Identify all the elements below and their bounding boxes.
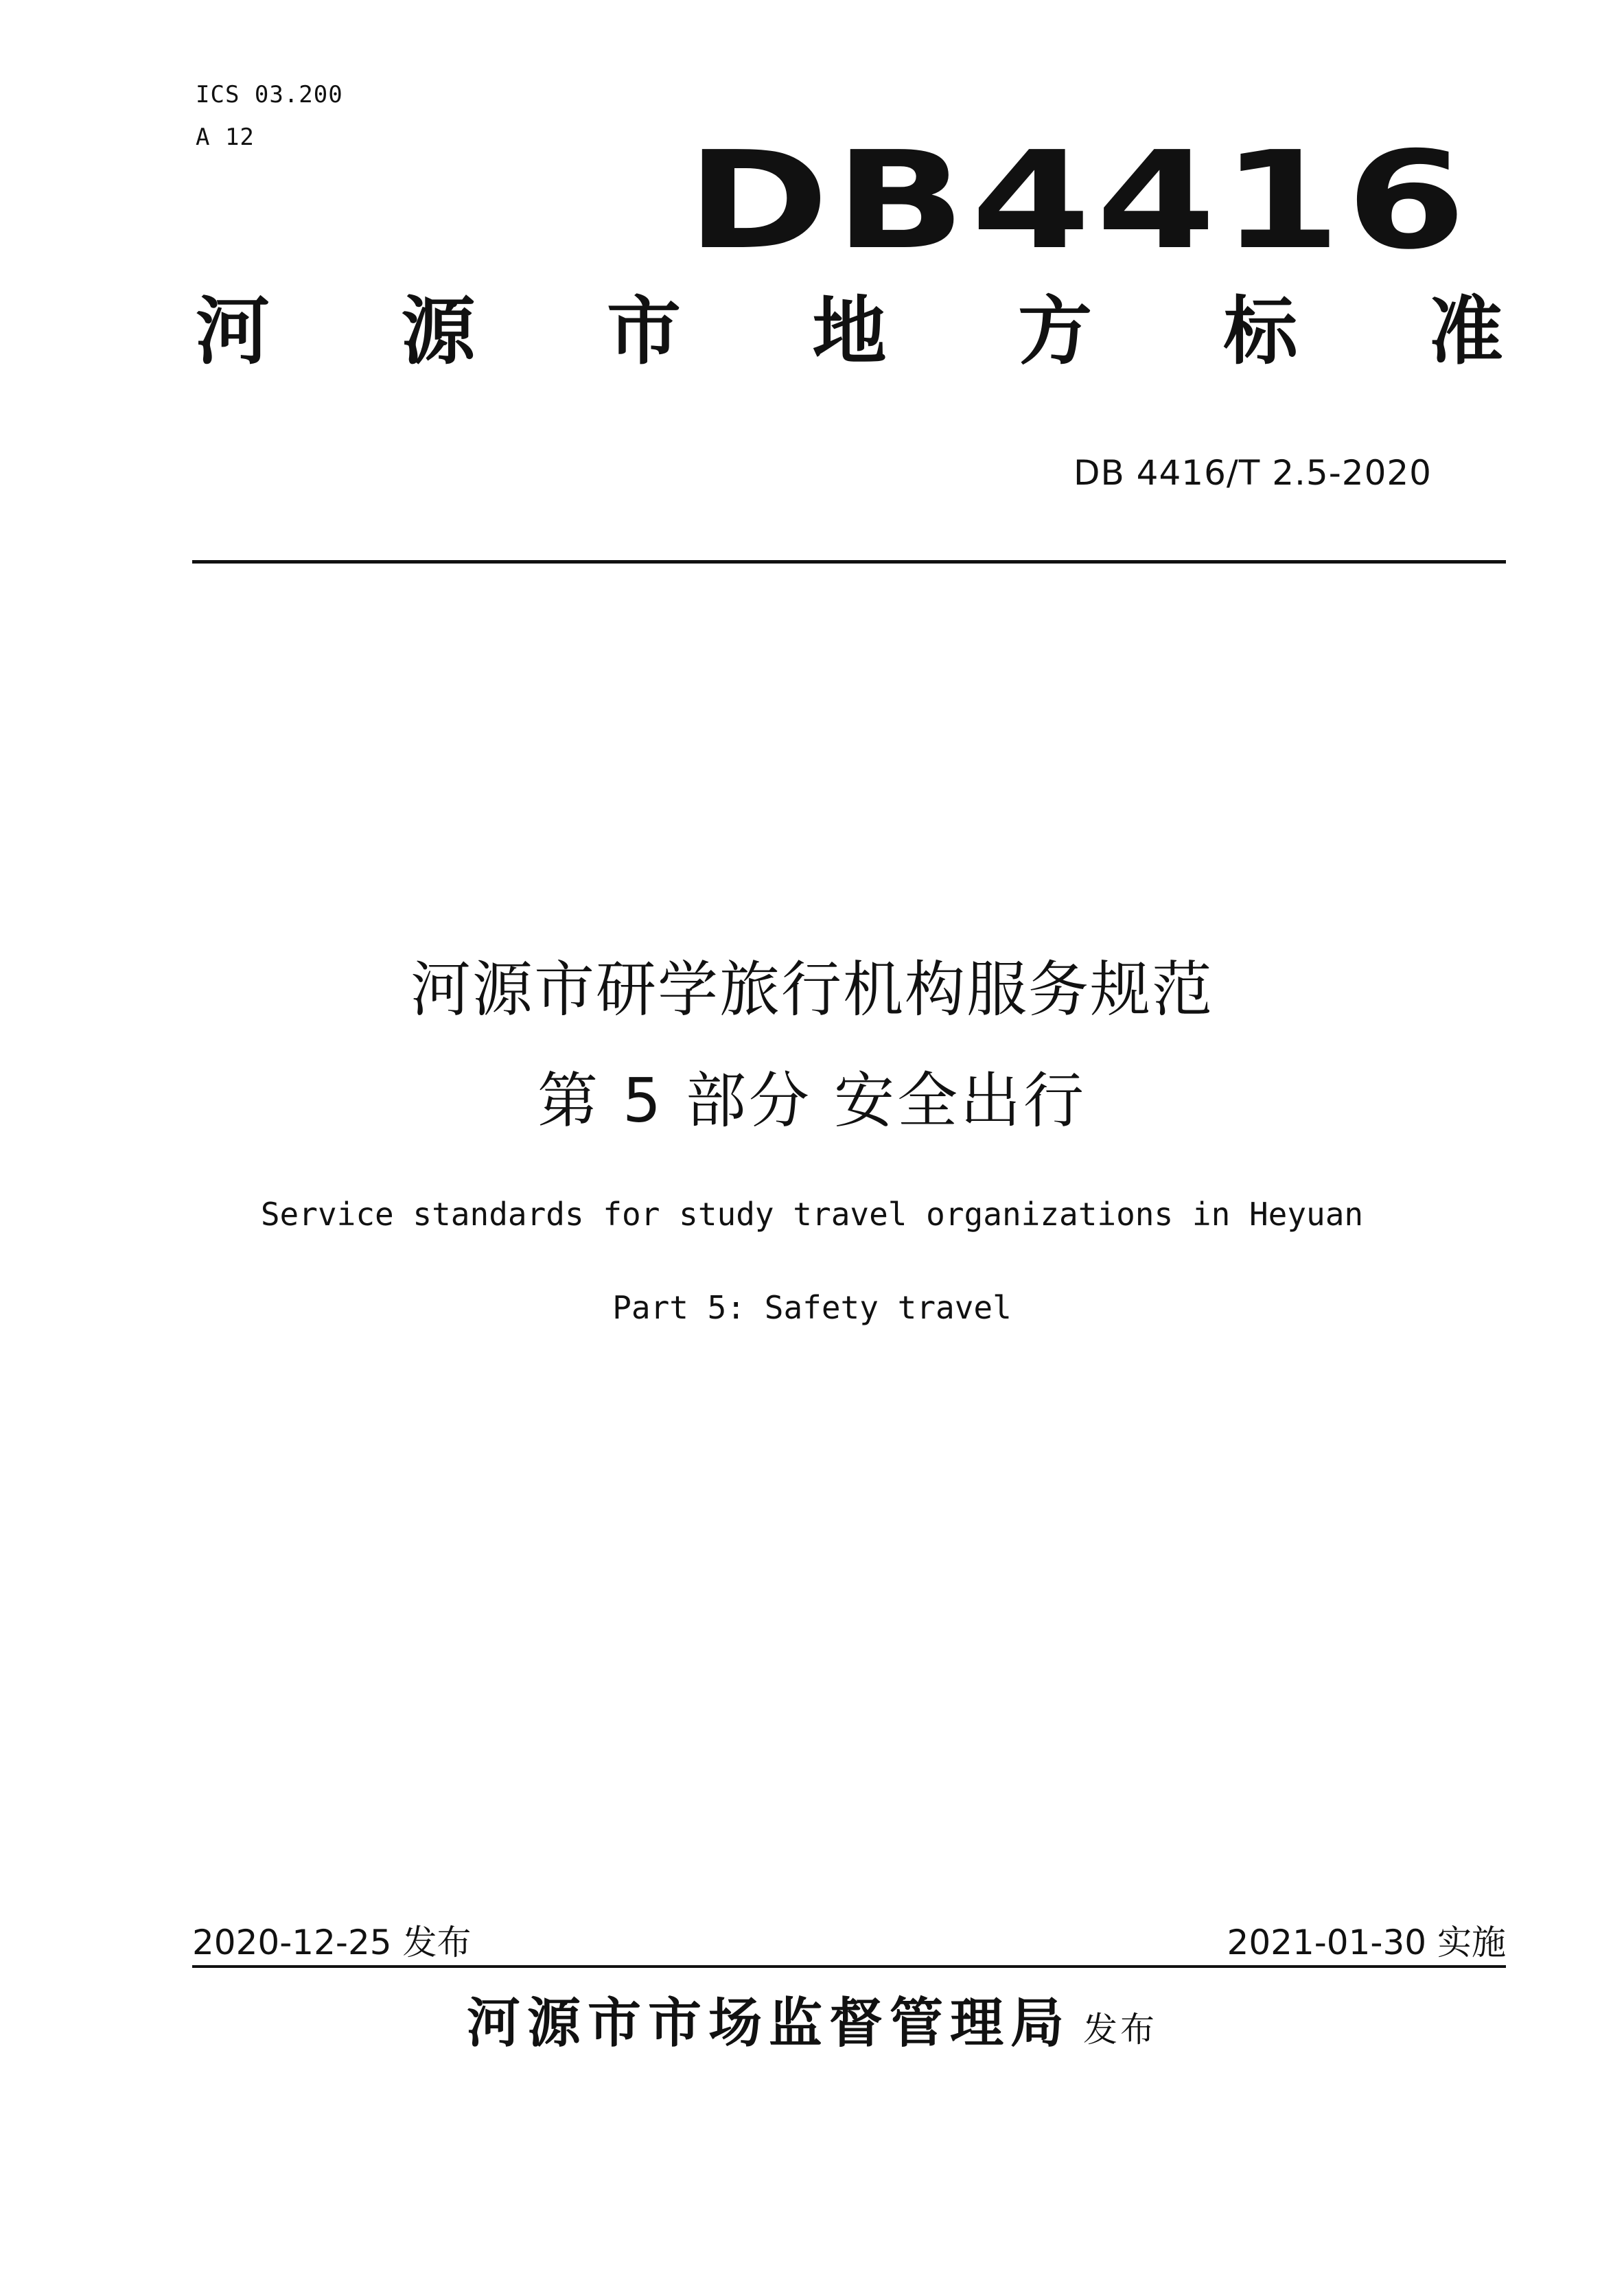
publish-date: 2020-12-25 发布	[192, 1923, 472, 1962]
standard-type-char: 河	[196, 289, 270, 375]
title-en-line2: Part 5: Safety travel	[612, 1289, 1012, 1326]
issuer-name: 河源市市场监督管理局	[466, 1993, 1071, 2054]
standard-type-char: 源	[401, 289, 476, 375]
standard-type-heading	[196, 289, 1503, 375]
standard-type-char: 标	[1223, 289, 1298, 375]
bottom-divider	[192, 1965, 1506, 1968]
standard-number: DB 4416/T 2.5-2020	[1073, 453, 1432, 493]
implement-date: 2021-01-30 实施	[1227, 1923, 1506, 1962]
standard-logo: DB4416	[686, 123, 1472, 279]
top-divider	[192, 560, 1506, 564]
ics-code: ICS 03.200	[196, 81, 343, 108]
standard-type-char: 准	[1428, 289, 1503, 375]
standard-type-char: 方	[1017, 289, 1092, 375]
standard-type-char: 市	[606, 289, 681, 375]
issuer-block	[0, 1980, 1624, 2057]
title-zh-line2: 第 5 部分 安全出行	[537, 1065, 1087, 1136]
standard-type-char: 地	[812, 289, 887, 375]
title-zh-line1: 河源市研学旅行机构服务规范	[410, 954, 1214, 1025]
title-en-line1: Service standards for study travel organizations in Heyuan	[260, 1196, 1364, 1233]
issue-label: 发布	[1083, 2010, 1157, 2050]
ccs-code: A 12	[196, 124, 255, 151]
